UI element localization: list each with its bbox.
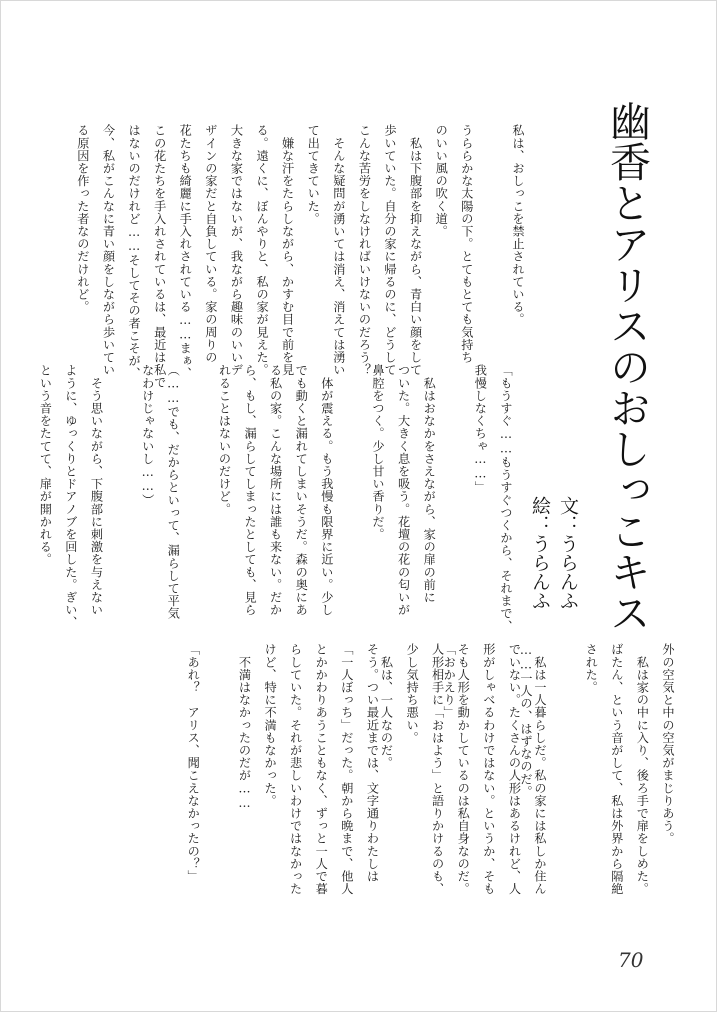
body-text-middle: 「もうすぐ……もうすぐつくから、それまで、 我慢しなくちゃ……」 私はおなかをさえながら、家の扉の前に ついた。大きく息を吸う。花壇の花の匂いが 鼻腔をつく。少し甘い香りだ。 体が震える。もう我慢も限界に近い。少し でも動くと漏れてしまいそうだ。森の奥にあ る私の家。こんな場所には誰も来ない。だか ら、もし、漏らしてしまったとしても、見ら れることはないのだけど。 （……でも、だからといって、漏らして平気 なわけじゃないし……） そう思いながら、下腹部に刺激を与えない ように、ゆっくりとドアノブを回した。ぎい、 という音をたてて、扉が開かれる。 xyxy=(38,364,513,633)
body-text-lower-left: ……一人の、はずなのだ。 「おかえり」 そう。つい最近までは、文字通りわたしは 「一人ぼっち」だった。朝から晩まで、他人 とかかわりあうこともなく、ずっと一人で暮 らしていた。それが悲しいわけではなかった けど、特に不満もなかった。 不満はなかったのだが…… 「あれ？ アリス、聞こえなかったの？」 xyxy=(186,643,533,895)
story-title: 幽香とアリスのおしっこキス xyxy=(603,100,651,633)
illustrator-credit: 絵：うらんふ xyxy=(529,496,551,610)
body-text-lower-right: 外の空気と中の空気がまじりあう。 私は家の中に入り、後ろ手で扉をしめた。 ばたん、という音がして、私は外界から隔絶 された。 私は一人暮らしだ。私の家には私しか住ん でいない。たくさんの人形はあるけれど、人 形がしゃべるわけではない。というか、そも そも人形を動かしているのは私自身なのだ。 人形相手に「おはよう」と語りかけるのも、 少し気持ち悪い。 私は、一人なのだ。 xyxy=(379,643,675,895)
body-text-top: 私は、おしっこを禁止されている。 うららかな太陽の下。とてもとても気持ち のいい風の吹く道。 私は下腹部を抑えながら、青白い顔をして 歩いていた。自分の家に帰るのに、どうして こんな苦労をしなければいけないのだろう？ そんな疑問が湧いては消え、消えては湧い て出てきていた。 嫌な汗をたらしながら、かすむ目で前を見 る。遠くに、ぼんやりと、私の家が見えた。 大きな家ではないが、我ながら趣味のいいデ ザインの家だと自負している。家の周りの 花たちも綺麗に手入れされている……まぁ、 この花たちを手入れされているは、最近は私で はないのだけれど……そしてその者こそが、 今、私がこんなに青い顔をしながら歩いてい る原因を作った者なのだけれど。 xyxy=(75,124,525,389)
byline xyxy=(526,496,582,626)
author-credit: 文：うらんふ xyxy=(557,496,579,610)
page-number: 70 xyxy=(618,948,644,972)
